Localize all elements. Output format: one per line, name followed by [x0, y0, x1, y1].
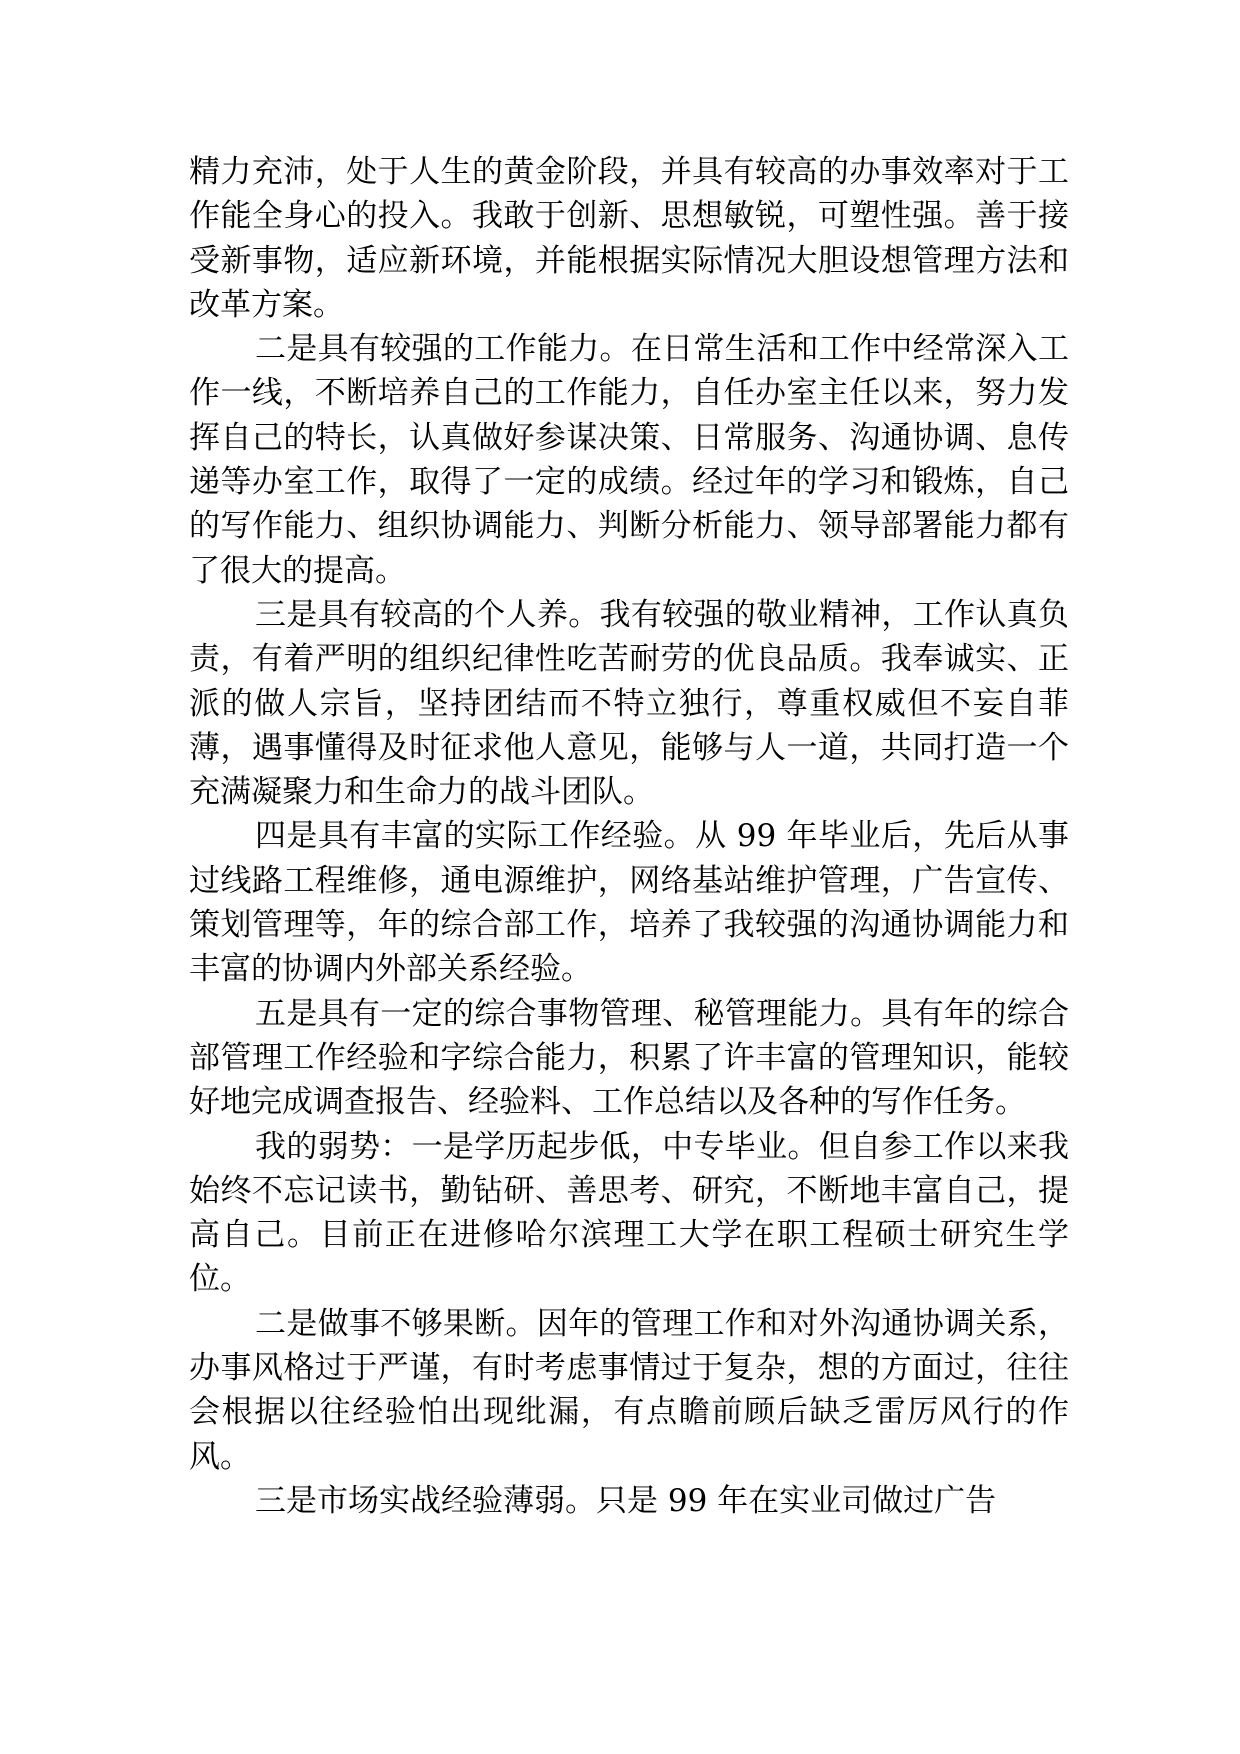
paragraph-work-ability: 二是具有较强的工作能力。在日常生活和工作中经常深入工作一线，不断培养自己的工作能力，自任办室主任以来，努力发挥自己的特长，认真做好参谋决策、日常服务、沟通协调、息传递等办室工作，取得了一定的成绩。经过年的学习和锻炼，自己的写作能力、组织协调能力、判断分析能力、领导部署能力都有了很大的提高。 [189, 331, 1069, 589]
paragraph-management-ability: 五是具有一定的综合事物管理、秘管理能力。具有年的综合部管理工作经验和字综合能力，积累了许丰富的管理知识，能较好地完成调查报告、经验料、工作总结以及各种的写作任务。 [189, 995, 1069, 1121]
paragraph-weakness-education: 我的弱势：一是学历起步低，中专毕业。但自参工作以来我始终不忘记读书，勤钻研、善思考、研究，不断地丰富自己，提高自己。目前正在进修哈尔滨理工大学在职工程硕士研究生学位。 [189, 1128, 1069, 1298]
paragraph-weakness-market: 三是市场实战经验薄弱。只是 99 年在实业司做过广告 [255, 1482, 997, 1519]
document-body [189, 150, 1069, 1523]
paragraph-personal-quality: 三是具有较高的个人养。我有较强的敬业精神，工作认真负责，有着严明的组织纪律性吃苦耐劳的优良品质。我奉诚实、正派的做人宗旨，坚持团结而不特立独行，尊重权威但不妄自菲薄，遇事懂得及时征求他人意见，能够与人一道，共同打造一个充满凝聚力和生命力的战斗团队。 [189, 596, 1069, 811]
paragraph-work-experience: 四是具有丰富的实际工作经验。从 99 年毕业后，先后从事过线路工程维修，通电源维护，网络基站维护管理，广告宣传、策划管理等，年的综合部工作，培养了我较强的沟通协调能力和丰富的协调内外部关系经验。 [189, 818, 1069, 988]
paragraph-weakness-decisiveness: 二是做事不够果断。因年的管理工作和对外沟通协调关系，办事风格过于严谨，有时考虑事情过于复杂，想的方面过，往往会根据以往经验怕出现纰漏，有点瞻前顾后缺乏雷厉风行的作风。 [189, 1305, 1069, 1475]
paragraph-energy: 精力充沛，处于人生的黄金阶段，并具有较高的办事效率对于工作能全身心的投入。我敢于创新、思想敏锐，可塑性强。善于接受新事物，适应新环境，并能根据实际情况大胆设想管理方法和改革方案。 [189, 154, 1069, 323]
